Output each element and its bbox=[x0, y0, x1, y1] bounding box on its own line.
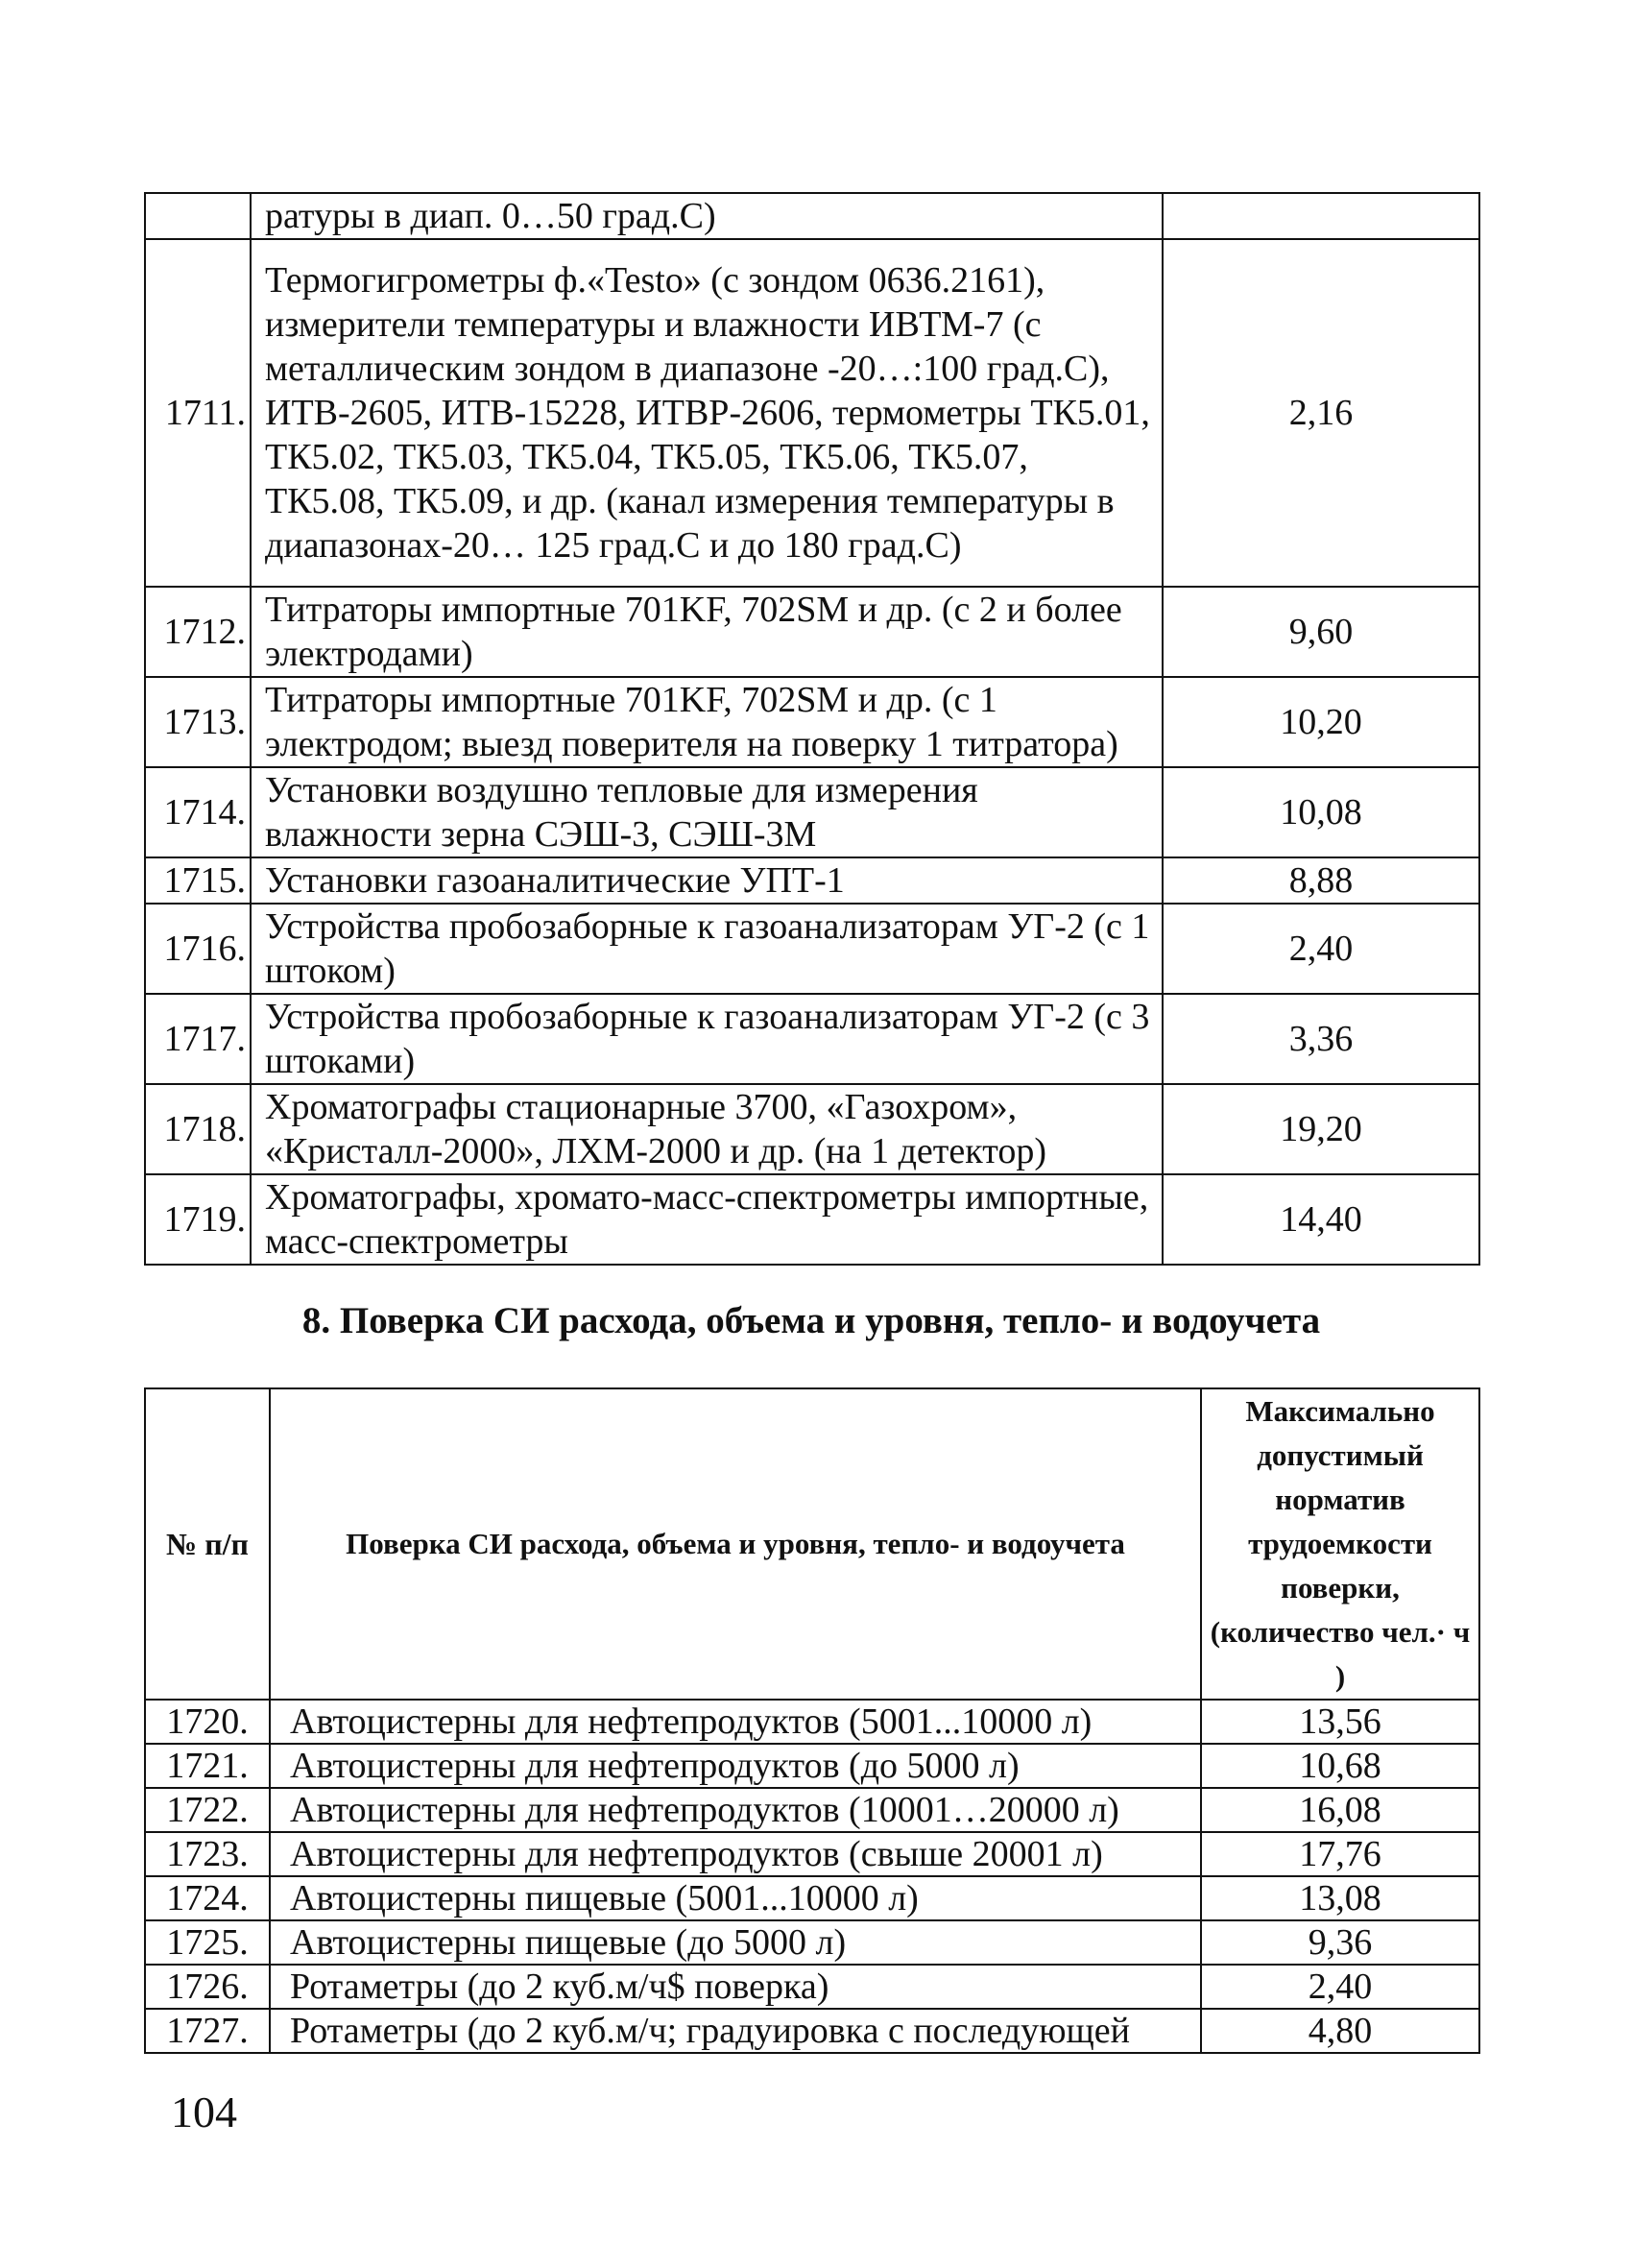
table-row bbox=[145, 1744, 1479, 1788]
flow-volume-level-norms-table bbox=[144, 1387, 1480, 2054]
row-norm-value: 13,56 bbox=[1201, 1700, 1479, 1744]
row-number: 1721. bbox=[145, 1744, 270, 1788]
row-number: 1725. bbox=[145, 1920, 270, 1965]
table-row bbox=[145, 677, 1479, 767]
table-row bbox=[145, 1965, 1479, 2009]
header-description: Поверка СИ расхода, объема и уровня, тепло- и водоучета bbox=[270, 1388, 1201, 1700]
row-norm-value: 10,20 bbox=[1163, 677, 1479, 767]
row-description: Автоцистерны для нефтепродуктов (до 5000 л) bbox=[270, 1744, 1201, 1788]
row-norm-value: 19,20 bbox=[1163, 1084, 1479, 1174]
table-row bbox=[145, 1174, 1479, 1265]
row-description: Термогигрометры ф.«Testo» (с зондом 0636.2161), измерители температуры и влажности ИВТМ-7 (с металлическим зондом в диапазоне -20…:100 град.С), ИТВ-2605, ИТВ-15228, ИТВР-2606, термометры ТК5.01, ТК5.02, ТК5.03, ТК5.04, ТК5.05, ТК5.06, ТК5.07, ТК5.08, ТК5.09, и др. (канал измерения температуры в диапазонах-20… 125 град.С и до 180 град.С) bbox=[251, 239, 1163, 587]
table-row bbox=[145, 1920, 1479, 1965]
row-description: Автоцистерны пищевые (до 5000 л) bbox=[270, 1920, 1201, 1965]
table-row bbox=[145, 1700, 1479, 1744]
section-heading: 8. Поверка СИ расхода, объема и уровня, тепло- и водоучета bbox=[301, 1300, 1321, 1341]
row-norm-value: 8,88 bbox=[1163, 857, 1479, 904]
row-number: 1726. bbox=[145, 1965, 270, 2009]
row-description: ратуры в диап. 0…50 град.С) bbox=[251, 193, 1163, 239]
row-number: 1722. bbox=[145, 1788, 270, 1832]
row-description: Титраторы импортные 701KF, 702SM и др. (с 1 электродом; выезд поверителя на поверку 1 титратора) bbox=[251, 677, 1163, 767]
row-number: 1716. bbox=[145, 904, 251, 994]
page-number: 104 bbox=[171, 2087, 237, 2136]
row-norm-value: 2,16 bbox=[1163, 239, 1479, 587]
row-norm-value bbox=[1163, 193, 1479, 239]
row-number: 1714. bbox=[145, 767, 251, 857]
row-norm-value: 14,40 bbox=[1163, 1174, 1479, 1265]
row-description: Хроматографы стационарные 3700, «Газохром», «Кристалл-2000», ЛХМ-2000 и др. (на 1 детектор) bbox=[251, 1084, 1163, 1174]
row-number: 1723. bbox=[145, 1832, 270, 1876]
row-description: Устройства пробозаборные к газоанализаторам УГ-2 (с 3 штоками) bbox=[251, 994, 1163, 1084]
table-row bbox=[145, 857, 1479, 904]
table-row bbox=[145, 1876, 1479, 1920]
header-number: № п/п bbox=[145, 1388, 270, 1700]
row-norm-value: 10,68 bbox=[1201, 1744, 1479, 1788]
table-row bbox=[145, 239, 1479, 587]
row-number: 1717. bbox=[145, 994, 251, 1084]
row-description: Устройства пробозаборные к газоанализаторам УГ-2 (с 1 штоком) bbox=[251, 904, 1163, 994]
table-row bbox=[145, 193, 1479, 239]
table-row bbox=[145, 587, 1479, 677]
table-row bbox=[145, 904, 1479, 994]
table-row bbox=[145, 994, 1479, 1084]
norms-table-continued bbox=[144, 192, 1480, 1266]
row-norm-value: 10,08 bbox=[1163, 767, 1479, 857]
row-norm-value: 3,36 bbox=[1163, 994, 1479, 1084]
row-number: 1711. bbox=[145, 239, 251, 587]
row-description: Автоцистерны для нефтепродуктов (5001...10000 л) bbox=[270, 1700, 1201, 1744]
row-description: Автоцистерны пищевые (5001...10000 л) bbox=[270, 1876, 1201, 1920]
row-norm-value: 17,76 bbox=[1201, 1832, 1479, 1876]
row-norm-value: 9,36 bbox=[1201, 1920, 1479, 1965]
header-norm: Максимально допустимый норматив трудоемкости поверки, (количество чел.· ч ) bbox=[1201, 1388, 1479, 1700]
row-description: Титраторы импортные 701KF, 702SM и др. (с 2 и более электродами) bbox=[251, 587, 1163, 677]
row-description: Автоцистерны для нефтепродуктов (свыше 20001 л) bbox=[270, 1832, 1201, 1876]
row-norm-value: 2,40 bbox=[1201, 1965, 1479, 2009]
row-norm-value: 16,08 bbox=[1201, 1788, 1479, 1832]
row-description: Автоцистерны для нефтепродуктов (10001…20000 л) bbox=[270, 1788, 1201, 1832]
table-row bbox=[145, 767, 1479, 857]
row-description: Ротаметры (до 2 куб.м/ч; градуировка с последующей bbox=[270, 2009, 1201, 2053]
row-number: 1713. bbox=[145, 677, 251, 767]
row-norm-value: 2,40 bbox=[1163, 904, 1479, 994]
row-norm-value: 4,80 bbox=[1201, 2009, 1479, 2053]
row-description: Установки воздушно тепловые для измерения влажности зерна СЭШ-3, СЭШ-3М bbox=[251, 767, 1163, 857]
row-number: 1727. bbox=[145, 2009, 270, 2053]
row-number bbox=[145, 193, 251, 239]
table-header-row bbox=[145, 1388, 1479, 1700]
table-row bbox=[145, 2009, 1479, 2053]
row-number: 1719. bbox=[145, 1174, 251, 1265]
row-number: 1724. bbox=[145, 1876, 270, 1920]
table-row bbox=[145, 1788, 1479, 1832]
row-description: Хроматографы, хромато-масс-спектрометры импортные, масс-спектрометры bbox=[251, 1174, 1163, 1265]
row-number: 1720. bbox=[145, 1700, 270, 1744]
row-number: 1712. bbox=[145, 587, 251, 677]
row-description: Установки газоаналитические УПТ-1 bbox=[251, 857, 1163, 904]
row-description: Ротаметры (до 2 куб.м/ч$ поверка) bbox=[270, 1965, 1201, 2009]
row-norm-value: 13,08 bbox=[1201, 1876, 1479, 1920]
row-number: 1715. bbox=[145, 857, 251, 904]
row-number: 1718. bbox=[145, 1084, 251, 1174]
table-row bbox=[145, 1084, 1479, 1174]
table-row bbox=[145, 1832, 1479, 1876]
row-norm-value: 9,60 bbox=[1163, 587, 1479, 677]
